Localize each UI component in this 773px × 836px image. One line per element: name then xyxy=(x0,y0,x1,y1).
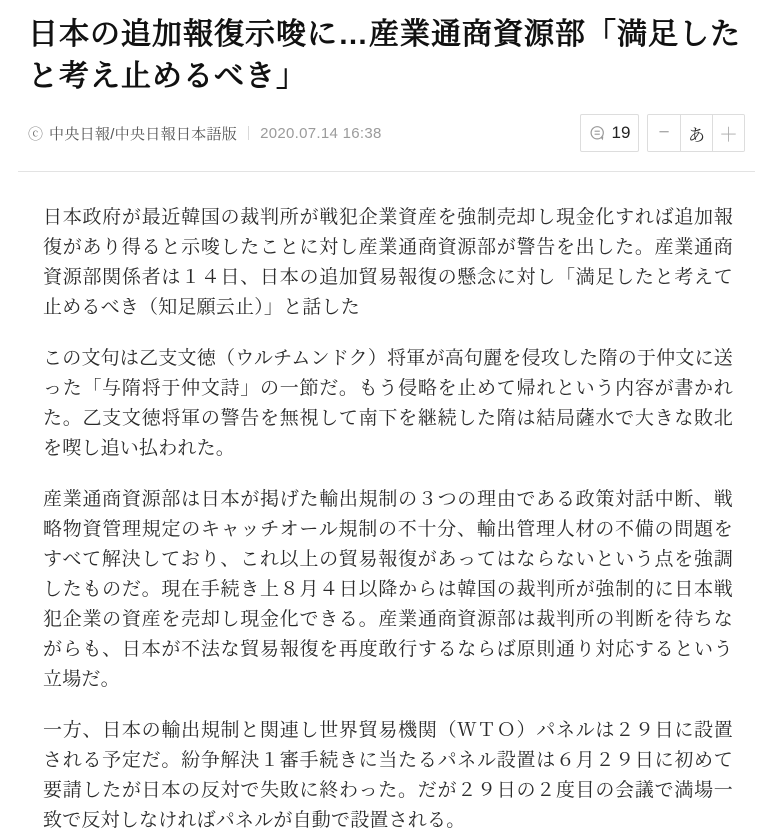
font-size-increase-button[interactable]: ＋ xyxy=(712,115,744,151)
byline-divider xyxy=(248,126,249,140)
article-paragraph: 産業通商資源部は日本が掲げた輸出規制の３つの理由である政策対話中断、戦略物資管理規定のキャッチオール規制の不十分、輸出管理人材の不備の問題をすべて解決しており、これ以上の貿易報復があってはならないという点を強調したものだ。現在手続き上８月４日以降からは韓国の裁判所が強制的に日本戦犯企業の資産を売却し現金化できる。産業通商資源部は裁判所の判断を待ちながらも、日本が不法な貿易報復を再度敢行するならば原則通り対応するという立場だ。 xyxy=(43,489,733,690)
article-toolbar xyxy=(580,114,745,152)
copyright-icon: ⓒ xyxy=(28,125,44,143)
article-title: 日本の追加報復示唆に…産業通商資源部「満足したと考え止めるべき」 xyxy=(28,18,741,93)
publish-timestamp: 2020.07.14 16:38 xyxy=(260,124,382,142)
comment-count: 19 xyxy=(611,123,631,142)
comment-count-button[interactable] xyxy=(580,114,639,152)
font-size-sample-button[interactable]: あ xyxy=(680,115,712,151)
article-meta-row xyxy=(28,114,745,152)
article-paragraph: 一方、日本の輸出規制と関連し世界貿易機関（ＷＴＯ）パネルは２９日に設置される予定だ。紛争解決１審手続きに当たるパネル設置は６月２９日に初めて要請したが日本の反対で失敗に終わった。だが２９日の２度目の会議で満場一致で反対しなければパネルが自動で設置される。 xyxy=(43,720,733,831)
font-size-controls xyxy=(647,114,745,152)
comment-bubble-icon xyxy=(589,125,606,142)
byline xyxy=(28,123,382,144)
source-name: 中央日報/中央日報日本語版 xyxy=(49,125,238,143)
font-size-decrease-button[interactable]: − xyxy=(648,115,680,151)
article-paragraph: 日本政府が最近韓国の裁判所が戦犯企業資産を強制売却し現金化すれば追加報復があり得ると示唆したことに対し産業通商資源部が警告を出した。産業通商資源部関係者は１４日、日本の追加貿易報復の懸念に対し「満足したと考えて止めるべき（知足願云止）」と話した xyxy=(43,207,733,318)
article-body xyxy=(28,172,745,836)
article-paragraph: この文句は乙支文徳（ウルチムンドク）将軍が高句麗を侵攻した隋の于仲文に送った「与隋将于仲文詩」の一節だ。もう侵略を止めて帰れという内容が書かれた。乙支文徳将軍の警告を無視して南下を継続した隋は結局薩水で大きな敗北を喫し追い払われた。 xyxy=(43,348,733,459)
